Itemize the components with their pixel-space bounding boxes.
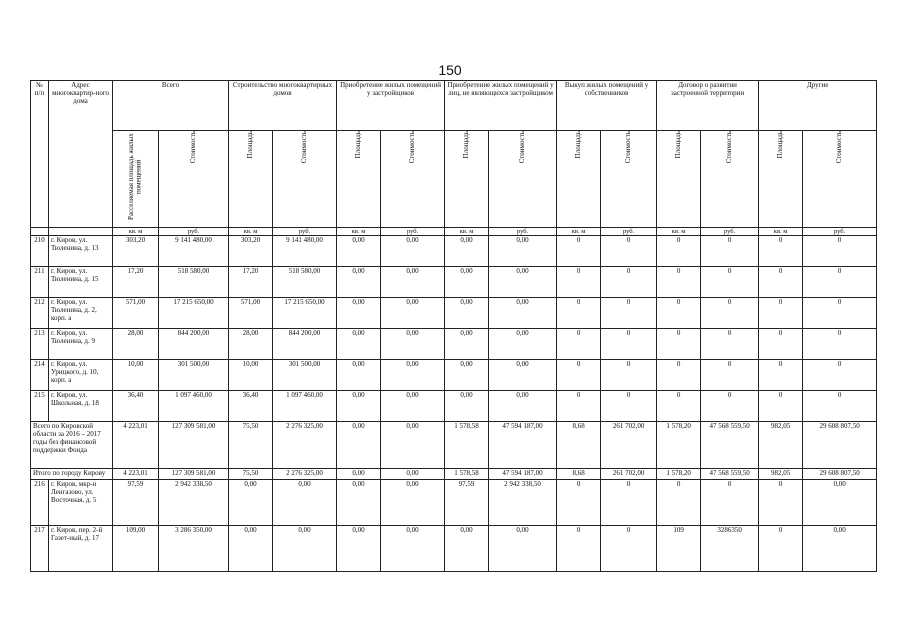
row-number: 214 — [31, 360, 49, 391]
area-cell: 97,59 — [113, 480, 159, 526]
cost-cell: 0 — [701, 329, 759, 360]
page-number: 150 — [438, 62, 462, 78]
table-row — [31, 526, 877, 572]
area-cell: 303,20 — [113, 236, 159, 267]
cost-cell: 301 500,00 — [273, 360, 337, 391]
row-number: 211 — [31, 267, 49, 298]
cost-cell: 261 702,00 — [601, 422, 657, 469]
unit-area: кв. м — [229, 228, 273, 236]
unit-area: кв. м — [337, 228, 381, 236]
area-cell: 75,50 — [229, 422, 273, 469]
cost-cell: 29 608 807,50 — [803, 469, 877, 480]
cost-cell: 47 594 187,00 — [489, 469, 557, 480]
area-cell: 1 578,58 — [445, 422, 489, 469]
cost-cell: 0,00 — [803, 480, 877, 526]
area-cell: 0,00 — [445, 267, 489, 298]
unit-rub: руб. — [159, 228, 229, 236]
area-cell: 36,40 — [113, 391, 159, 422]
area-cell: 0 — [759, 480, 803, 526]
row-address: г. Киров, мкр-н Ленгазово, ул. Восточная, д. 5 — [49, 480, 113, 526]
cost-cell: 0,00 — [381, 469, 445, 480]
area-cell: 0,00 — [337, 360, 381, 391]
unit-area: кв. м — [445, 228, 489, 236]
area-cell: 1 578,20 — [657, 422, 701, 469]
area-cell: 17,20 — [229, 267, 273, 298]
subheader-cost: Стоимость — [517, 131, 526, 164]
area-cell: 0,00 — [445, 329, 489, 360]
header-address: Адрес многоквартир-ного дома — [49, 81, 113, 228]
subheader-area: Площадь — [673, 131, 682, 159]
area-cell: 0 — [657, 360, 701, 391]
cost-cell: 127 309 581,00 — [159, 469, 229, 480]
cost-cell: 0 — [601, 480, 657, 526]
cost-cell: 0,00 — [489, 236, 557, 267]
row-address: г. Киров, ул. Тюленина, д. 13 — [49, 236, 113, 267]
summary-row — [31, 422, 877, 469]
unit-rub: руб. — [701, 228, 759, 236]
cost-cell: 17 215 650,00 — [273, 298, 337, 329]
subheader-cost: Стоимость — [623, 131, 632, 164]
cost-cell: 0,00 — [489, 391, 557, 422]
cost-cell: 2 276 325,00 — [273, 422, 337, 469]
area-cell: 0 — [759, 236, 803, 267]
area-cell: 0 — [657, 329, 701, 360]
cost-cell: 261 702,00 — [601, 469, 657, 480]
unit-rub: руб. — [489, 228, 557, 236]
area-cell: 0,00 — [229, 526, 273, 572]
table-row — [31, 480, 877, 526]
area-cell: 0,00 — [337, 298, 381, 329]
row-address: г. Киров, ул. Тюленина, д. 2, корп. а — [49, 298, 113, 329]
cost-cell: 0,00 — [381, 422, 445, 469]
area-cell: 0 — [657, 236, 701, 267]
unit-rub: руб. — [381, 228, 445, 236]
area-cell: 0 — [657, 298, 701, 329]
row-number: 215 — [31, 391, 49, 422]
area-cell: 0 — [759, 391, 803, 422]
area-cell: 571,00 — [113, 298, 159, 329]
area-cell: 0 — [759, 526, 803, 572]
cost-cell: 1 097 460,00 — [273, 391, 337, 422]
subheader-area: Площадь — [353, 131, 362, 159]
cost-cell: 0 — [803, 360, 877, 391]
row-address: г. Киров, ул. Урицкого, д. 10, корп. а — [49, 360, 113, 391]
cost-cell: 0 — [601, 526, 657, 572]
cost-cell: 0,00 — [381, 298, 445, 329]
row-address: г. Киров, ул. Тюленина, д. 15 — [49, 267, 113, 298]
area-cell: 0 — [557, 267, 601, 298]
cost-cell: 2 942 338,50 — [159, 480, 229, 526]
area-cell: 0,00 — [445, 526, 489, 572]
unit-area: кв. м — [113, 228, 159, 236]
area-cell: 28,00 — [113, 329, 159, 360]
cost-cell: 0 — [701, 267, 759, 298]
cost-cell: 127 309 581,00 — [159, 422, 229, 469]
table-row — [31, 360, 877, 391]
cost-cell: 47 594 187,00 — [489, 422, 557, 469]
header-group-other: Другие — [759, 81, 877, 131]
area-cell: 0 — [657, 480, 701, 526]
row-address: г. Киров, ул. Тюленина, д. 9 — [49, 329, 113, 360]
area-cell: 75,50 — [229, 469, 273, 480]
header-no: № п/п — [31, 81, 49, 228]
cost-cell: 0,00 — [489, 360, 557, 391]
subheader-area: Площадь — [775, 131, 784, 159]
cost-cell: 0,00 — [489, 298, 557, 329]
cost-cell: 9 141 480,00 — [273, 236, 337, 267]
area-cell: 0 — [759, 360, 803, 391]
summary-label: Итого по городу Кирову — [31, 469, 113, 480]
area-cell: 0 — [759, 267, 803, 298]
cost-cell: 0 — [701, 360, 759, 391]
area-cell: 982,05 — [759, 422, 803, 469]
header-group-non-developers: Приобретение жилых помещений у лиц, не являющихся застройщиком — [445, 81, 557, 131]
cost-cell: 0,00 — [381, 267, 445, 298]
cost-cell: 0,00 — [381, 526, 445, 572]
header-group-developers: Приобретение жилых помещений у застройщиков — [337, 81, 445, 131]
area-cell: 0 — [657, 391, 701, 422]
cost-cell: 0 — [701, 480, 759, 526]
cost-cell: 2 276 325,00 — [273, 469, 337, 480]
area-cell: 0 — [557, 329, 601, 360]
area-cell: 4 223,01 — [113, 422, 159, 469]
subheader-cost: Стоимость — [299, 131, 308, 164]
cost-cell: 0 — [601, 391, 657, 422]
subheader-area: Площадь — [573, 131, 582, 159]
subheader-cost: Стоимость — [188, 131, 197, 164]
area-cell: 109,00 — [113, 526, 159, 572]
cost-cell: 0,00 — [381, 360, 445, 391]
table-row — [31, 329, 877, 360]
header-group-development-agreement: Договор о развитии застроенной территории — [657, 81, 759, 131]
area-cell: 97,59 — [445, 480, 489, 526]
cost-cell: 0 — [601, 298, 657, 329]
cost-cell: 844 200,00 — [159, 329, 229, 360]
cost-cell: 17 215 650,00 — [159, 298, 229, 329]
cost-cell: 0 — [601, 360, 657, 391]
cost-cell: 518 580,00 — [273, 267, 337, 298]
cost-cell: 29 608 807,50 — [803, 422, 877, 469]
row-number: 212 — [31, 298, 49, 329]
area-cell: 1 578,58 — [445, 469, 489, 480]
area-cell: 0,00 — [445, 360, 489, 391]
summary-row — [31, 469, 877, 480]
cost-cell: 47 568 559,50 — [701, 422, 759, 469]
row-number: 216 — [31, 480, 49, 526]
row-number: 210 — [31, 236, 49, 267]
unit-rub: руб. — [601, 228, 657, 236]
subheader-cost: Стоимость — [834, 131, 843, 164]
area-cell: 0,00 — [337, 469, 381, 480]
unit-area: кв. м — [557, 228, 601, 236]
cost-cell: 2 942 338,50 — [489, 480, 557, 526]
area-cell: 0 — [557, 236, 601, 267]
cost-cell: 0 — [701, 298, 759, 329]
subheader-total-area: Расселяемая площадь жилых помещений — [126, 133, 143, 221]
cost-cell: 3286350 — [701, 526, 759, 572]
cost-cell: 0 — [601, 236, 657, 267]
cost-cell: 0,00 — [489, 526, 557, 572]
table-row — [31, 236, 877, 267]
cost-cell: 0 — [601, 267, 657, 298]
header-group-construction: Строительство многоквартирных домов — [229, 81, 337, 131]
area-cell: 0 — [557, 298, 601, 329]
area-cell: 1 578,20 — [657, 469, 701, 480]
area-cell: 303,20 — [229, 236, 273, 267]
area-cell: 17,20 — [113, 267, 159, 298]
cost-cell: 0,00 — [381, 329, 445, 360]
table-row — [31, 267, 877, 298]
cost-cell: 0,00 — [381, 236, 445, 267]
area-cell: 10,00 — [229, 360, 273, 391]
area-cell: 8,68 — [557, 422, 601, 469]
cost-cell: 0,00 — [273, 480, 337, 526]
cost-cell: 9 141 480,00 — [159, 236, 229, 267]
cost-cell: 3 286 350,00 — [159, 526, 229, 572]
area-cell: 0,00 — [337, 422, 381, 469]
area-cell: 0 — [557, 480, 601, 526]
unit-rub: руб. — [803, 228, 877, 236]
area-cell: 571,00 — [229, 298, 273, 329]
area-cell: 28,00 — [229, 329, 273, 360]
summary-label: Всего по Кировской области за 2016 – 2017 годы без финансовой поддержки Фонда — [31, 422, 113, 469]
area-cell: 36,40 — [229, 391, 273, 422]
row-number: 213 — [31, 329, 49, 360]
area-cell: 982,05 — [759, 469, 803, 480]
cost-cell: 0 — [803, 236, 877, 267]
cost-cell: 0,00 — [381, 391, 445, 422]
subheader-cost: Стоимость — [724, 131, 733, 164]
unit-area: кв. м — [657, 228, 701, 236]
cost-cell: 0 — [803, 391, 877, 422]
area-cell: 0,00 — [337, 480, 381, 526]
cost-cell: 518 580,00 — [159, 267, 229, 298]
cost-cell: 0 — [701, 391, 759, 422]
cost-cell: 844 200,00 — [273, 329, 337, 360]
area-cell: 0 — [557, 391, 601, 422]
cost-cell: 0,00 — [273, 526, 337, 572]
area-cell: 0,00 — [337, 329, 381, 360]
area-cell: 0 — [557, 526, 601, 572]
table-row — [31, 391, 877, 422]
area-cell: 0,00 — [337, 236, 381, 267]
table-row — [31, 298, 877, 329]
area-cell: 0,00 — [445, 298, 489, 329]
cost-cell: 0 — [803, 267, 877, 298]
units-row — [31, 228, 877, 236]
cost-cell: 0,00 — [489, 329, 557, 360]
area-cell: 0,00 — [445, 236, 489, 267]
unit-area: кв. м — [759, 228, 803, 236]
area-cell: 10,00 — [113, 360, 159, 391]
area-cell: 109 — [657, 526, 701, 572]
cost-cell: 0,00 — [381, 480, 445, 526]
area-cell: 0 — [657, 267, 701, 298]
area-cell: 0,00 — [337, 526, 381, 572]
header-group-total: Всего — [113, 81, 229, 131]
area-cell: 0,00 — [337, 267, 381, 298]
subheader-cost: Стоимость — [407, 131, 416, 164]
area-cell: 0,00 — [229, 480, 273, 526]
cost-cell: 0 — [803, 329, 877, 360]
cost-cell: 1 097 460,00 — [159, 391, 229, 422]
row-address: г. Киров, ул. Школьная, д. 18 — [49, 391, 113, 422]
cost-cell: 0,00 — [803, 526, 877, 572]
subheader-area: Площадь — [245, 131, 254, 159]
cost-cell: 0 — [601, 329, 657, 360]
area-cell: 0 — [759, 329, 803, 360]
cost-cell: 0 — [803, 298, 877, 329]
header-group-buyout: Выкуп жилых помещений у собственников — [557, 81, 657, 131]
area-cell: 0,00 — [337, 391, 381, 422]
cost-cell: 0 — [701, 236, 759, 267]
area-cell: 0 — [557, 360, 601, 391]
area-cell: 0 — [759, 298, 803, 329]
cost-cell: 301 500,00 — [159, 360, 229, 391]
cost-cell: 0,00 — [489, 267, 557, 298]
cost-cell: 47 568 559,50 — [701, 469, 759, 480]
subheader-area: Площадь — [461, 131, 470, 159]
area-cell: 0,00 — [445, 391, 489, 422]
area-cell: 8,68 — [557, 469, 601, 480]
row-number: 217 — [31, 526, 49, 572]
row-address: г. Киров, пер. 2-й Газет-ный, д. 17 — [49, 526, 113, 572]
area-cell: 4 223,01 — [113, 469, 159, 480]
resettlement-table — [30, 80, 877, 572]
unit-rub: руб. — [273, 228, 337, 236]
